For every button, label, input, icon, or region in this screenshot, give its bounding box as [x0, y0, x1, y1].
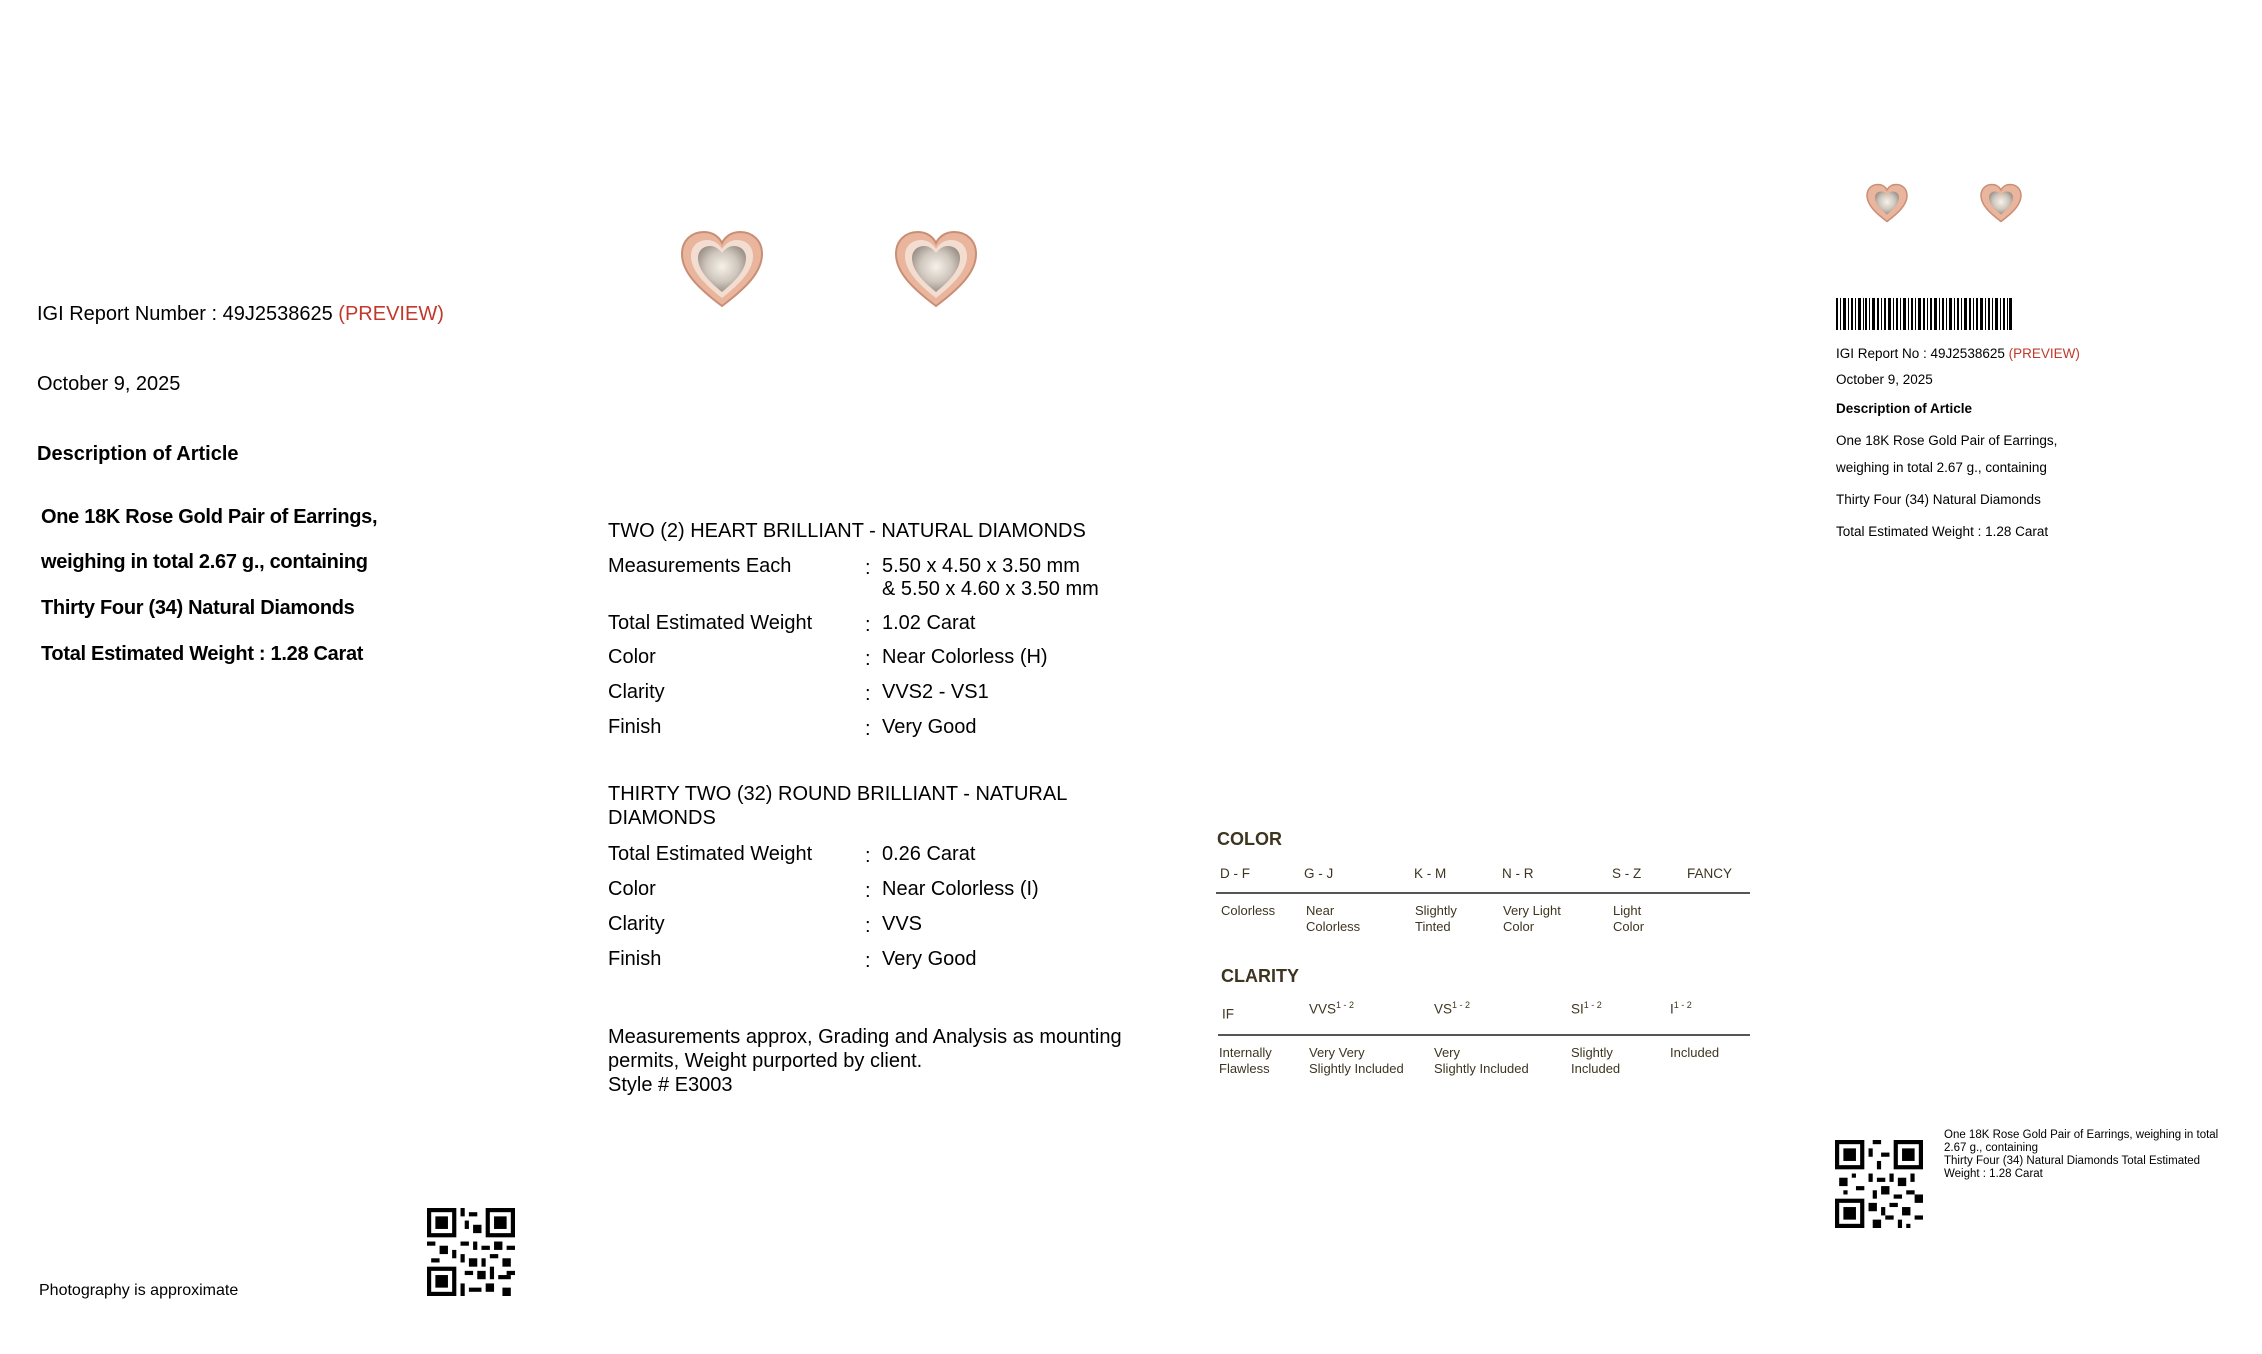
summary-line-4: Total Estimated Weight : 1.28 Carat — [1836, 524, 2049, 539]
spec-row-finish — [608, 948, 1168, 974]
clarity-grade: SI$^{1 - 2}$ — [1571, 1000, 1602, 1017]
clarity-grade: VS$^{1 - 2}$ — [1434, 1000, 1471, 1017]
spec-label: Color — [608, 878, 656, 900]
summary-report-label: IGI Report No : 49J2538625 — [1836, 346, 2005, 361]
spec-colon: : — [865, 557, 871, 579]
clarity-desc: Very Very Slightly Included — [1309, 1045, 1404, 1076]
barcode — [1836, 298, 2012, 330]
clarity-desc: Internally Flawless — [1219, 1045, 1272, 1076]
summary-line-1: One 18K Rose Gold Pair of Earrings, — [1836, 433, 2058, 448]
summary-preview-tag: (PREVIEW) — [2008, 346, 2080, 361]
spec-colon: : — [865, 950, 871, 972]
color-desc: Very Light Color — [1503, 903, 1561, 934]
color-desc: Slightly Tinted — [1415, 903, 1457, 934]
spec-label: Total Estimated Weight — [608, 843, 813, 865]
qr-code-left — [427, 1208, 515, 1296]
qr-code-right — [1835, 1140, 1923, 1228]
summary-line-3: Thirty Four (34) Natural Diamonds — [1836, 492, 2041, 507]
description-line-1: One 18K Rose Gold Pair of Earrings, — [41, 506, 378, 528]
style-number: Style # E3003 — [608, 1074, 733, 1096]
preview-tag: (PREVIEW) — [338, 303, 444, 325]
clarity-grade: $I^{1 - 2}$ — [1670, 1000, 1692, 1017]
clarity-grade: VVS$^{1 - 2}$ — [1309, 1000, 1355, 1017]
color-desc: Near Colorless — [1306, 903, 1361, 934]
summary-line-2: weighing in total 2.67 g., containing — [1836, 460, 2047, 475]
color-grade: K - M — [1414, 866, 1447, 881]
notes-line-1: Measurements approx, Grading and Analysis as mounting — [608, 1026, 1122, 1048]
description-line-2: weighing in total 2.67 g., containing — [41, 551, 368, 573]
spec-value: Near Colorless (I) — [882, 878, 1039, 900]
earring-thumb-right — [1979, 182, 2023, 224]
spec-row-clarity — [608, 681, 1168, 707]
color-grade: G - J — [1304, 866, 1334, 881]
clarity-desc: Included — [1670, 1045, 1720, 1060]
spec-colon: : — [865, 718, 871, 740]
spec-label: Finish — [608, 716, 662, 738]
spec-colon: : — [865, 880, 871, 902]
notes-block — [608, 1025, 1168, 1097]
spec-colon: : — [865, 915, 871, 937]
spec-value: Near Colorless (H) — [882, 646, 1048, 668]
report-number-line — [37, 303, 444, 326]
spec-value: Very Good — [882, 948, 977, 970]
spec-row-weight — [608, 612, 1168, 638]
spec-value: 1.02 Carat — [882, 612, 976, 634]
qr-caption: One 18K Rose Gold Pair of Earrings, weighing in total 2.67 g., containing Thirty Four (34) Natural Diamonds Total Estimated Weight : 1.28 Carat — [1944, 1129, 2219, 1180]
spec-label: Clarity — [608, 681, 665, 703]
spec-value: Very Good — [882, 716, 977, 738]
spec-row-weight — [608, 843, 1168, 869]
clarity-desc: Very Slightly Included — [1434, 1045, 1529, 1076]
notes-line-2: permits, Weight purported by client. — [608, 1050, 923, 1072]
spec-row-clarity — [608, 913, 1168, 939]
clarity-desc: Slightly Included — [1571, 1045, 1621, 1076]
clarity-scale-rule — [1218, 1034, 1750, 1036]
color-grade: FANCY — [1687, 866, 1733, 881]
spec-value: VVS — [882, 913, 923, 935]
round-section-title: THIRTY TWO (32) ROUND BRILLIANT - NATURAL DIAMONDS — [608, 783, 1067, 829]
spec-row-measurements — [608, 555, 1168, 605]
spec-value: 0.26 Carat — [882, 843, 976, 865]
clarity-scale-title: CLARITY — [1221, 966, 1299, 986]
spec-label: Color — [608, 646, 656, 668]
description-line-3: Thirty Four (34) Natural Diamonds — [41, 597, 355, 619]
heart-section-title: TWO (2) HEART BRILLIANT - NATURAL DIAMONDS — [608, 520, 1086, 542]
spec-colon: : — [865, 614, 871, 636]
spec-label: Clarity — [608, 913, 665, 935]
spec-colon: : — [865, 683, 871, 705]
summary-description-title: Description of Article — [1836, 401, 1973, 416]
spec-colon: : — [865, 845, 871, 867]
summary-date: October 9, 2025 — [1836, 372, 1933, 387]
summary-report-line — [1836, 346, 2080, 361]
earring-photo-left — [678, 228, 766, 310]
spec-label: Total Estimated Weight — [608, 612, 813, 634]
color-scale-rule — [1216, 892, 1750, 894]
earring-thumb-left — [1865, 182, 1909, 224]
color-desc: Colorless — [1221, 903, 1276, 918]
color-grade: D - F — [1220, 866, 1250, 881]
spec-value-2: & 5.50 x 4.60 x 3.50 mm — [882, 578, 1099, 600]
color-grade: N - R — [1502, 866, 1534, 881]
color-scale-title: COLOR — [1217, 829, 1282, 849]
earring-photo-right — [892, 228, 980, 310]
spec-row-color — [608, 878, 1168, 904]
color-desc: Light Color — [1613, 903, 1645, 934]
description-line-4: Total Estimated Weight : 1.28 Carat — [41, 643, 364, 665]
report-date: October 9, 2025 — [37, 373, 181, 395]
spec-label: Measurements Each — [608, 555, 792, 577]
spec-row-color — [608, 646, 1168, 672]
spec-value: 5.50 x 4.50 x 3.50 mm — [882, 555, 1080, 577]
clarity-grade: IF — [1222, 1006, 1234, 1022]
description-title: Description of Article — [37, 443, 239, 465]
spec-row-finish — [608, 716, 1168, 742]
spec-label: Finish — [608, 948, 662, 970]
photo-note: Photography is approximate — [39, 1282, 239, 1299]
spec-value: VVS2 - VS1 — [882, 681, 989, 703]
spec-colon: : — [865, 648, 871, 670]
report-number-label: IGI Report Number : 49J2538625 — [37, 303, 333, 325]
color-grade: S - Z — [1612, 866, 1642, 881]
